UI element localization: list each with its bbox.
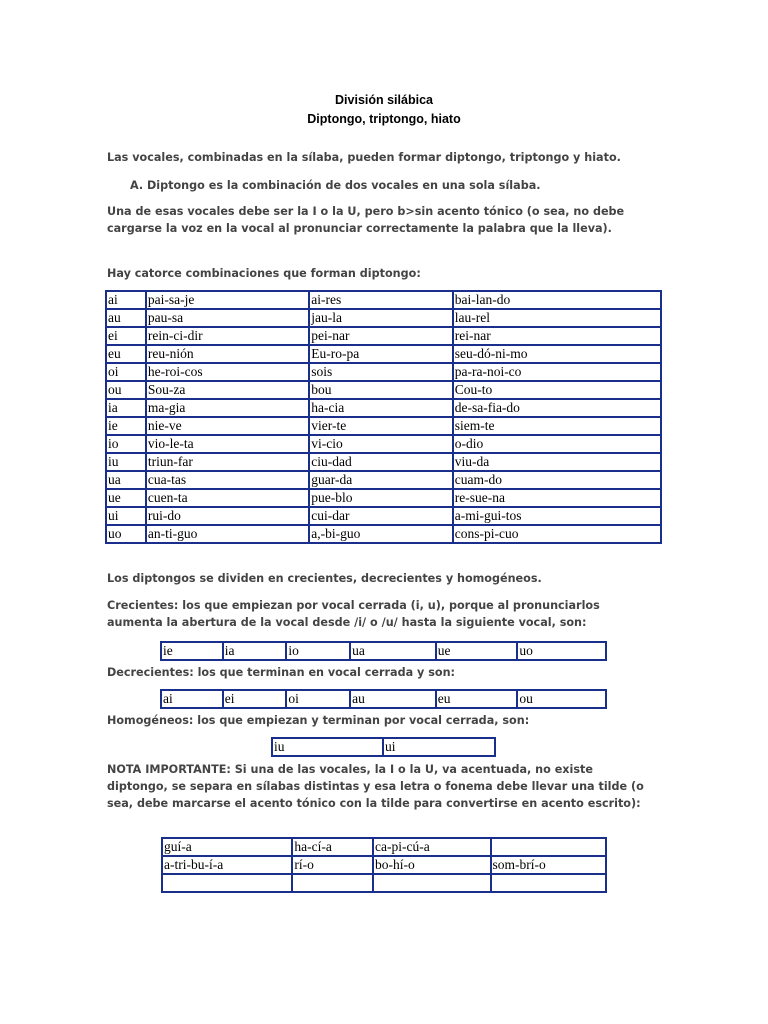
table-cell: ciu-dad (309, 453, 452, 471)
table-row (106, 381, 661, 399)
table-cell: ia (223, 642, 287, 660)
decrecientes-table (160, 689, 607, 709)
table-cell: ui (106, 507, 146, 525)
table-row (106, 345, 661, 363)
table-cell: ha-cia (309, 399, 452, 417)
table-row (106, 327, 661, 345)
table-cell: ca-pi-cú-a (373, 838, 490, 856)
count-intro-text: Hay catorce combinaciones que forman diptongo: (107, 267, 421, 280)
table-cell: ue (436, 642, 518, 660)
table-cell: pei-nar (309, 327, 452, 345)
table-cell: ie (161, 642, 223, 660)
table-cell: vi-cio (309, 435, 452, 453)
table-cell: Cou-to (453, 381, 661, 399)
table-cell: rei-nar (453, 327, 661, 345)
table-row (162, 838, 606, 856)
table-row (162, 856, 606, 874)
table-cell: pue-blo (309, 489, 452, 507)
table-cell: seu-dó-ni-mo (453, 345, 661, 363)
table-cell: he-roi-cos (146, 363, 309, 381)
table-cell: au (350, 690, 436, 708)
table-cell: rui-do (146, 507, 309, 525)
table-cell: cons-pi-cuo (453, 525, 661, 543)
table-cell: io (106, 435, 146, 453)
page-title: División silábica (335, 93, 433, 107)
table-cell: vier-te (309, 417, 452, 435)
homogeneos-table (271, 737, 496, 757)
table-cell: iu (106, 453, 146, 471)
table-row (106, 363, 661, 381)
table-row (106, 525, 661, 543)
table-cell: som-brí-o (491, 856, 607, 874)
section-a-text: A. Diptongo es la combinación de dos vocales en una sola sílaba. (130, 179, 541, 192)
table-cell: bo-hí-o (373, 856, 490, 874)
table-cell: lau-rel (453, 309, 661, 327)
table-cell: ei (106, 327, 146, 345)
table-cell: o-dio (453, 435, 661, 453)
table-cell: reu-nión (146, 345, 309, 363)
table-cell: uo (106, 525, 146, 543)
table-row (106, 309, 661, 327)
table-cell: sois (309, 363, 452, 381)
table-cell: au (106, 309, 146, 327)
table-cell: rí-o (292, 856, 373, 874)
table-row (161, 642, 606, 660)
table-cell: Sou-za (146, 381, 309, 399)
table-cell: Eu-ro-pa (309, 345, 452, 363)
diptongos-table (105, 290, 662, 544)
table-row (106, 435, 661, 453)
rule-text: Una de esas vocales debe ser la I o la U, pero b>sin acento tónico (o sea, no debe cargarse la voz en la vocal al pronunciar correctamente la palabra que la lleva). (107, 205, 625, 235)
table-row (161, 690, 606, 708)
table-cell: cua-tas (146, 471, 309, 489)
table-row (106, 489, 661, 507)
table-cell: ai (106, 291, 146, 309)
table-cell: ai-res (309, 291, 452, 309)
table-cell: a-tri-bu-í-a (162, 856, 292, 874)
page-subtitle: Diptongo, triptongo, hiato (307, 112, 461, 126)
table-cell: ui (383, 738, 495, 756)
crecientes-table (160, 641, 607, 661)
hiatos-table (161, 837, 607, 893)
table-cell: pau-sa (146, 309, 309, 327)
table-row (106, 291, 661, 309)
table-row (106, 417, 661, 435)
table-cell (491, 838, 607, 856)
table-cell: triun-far (146, 453, 309, 471)
table-cell: ua (106, 471, 146, 489)
table-cell: uo (517, 642, 606, 660)
table-cell: ou (106, 381, 146, 399)
table-cell: guí-a (162, 838, 292, 856)
table-cell: cuen-ta (146, 489, 309, 507)
table-row (272, 738, 495, 756)
table-cell: ai (161, 690, 223, 708)
table-cell: ie (106, 417, 146, 435)
table-cell: ma-gia (146, 399, 309, 417)
table-row (106, 471, 661, 489)
table-cell: re-sue-na (453, 489, 661, 507)
table-cell: pai-sa-je (146, 291, 309, 309)
table-cell: jau-la (309, 309, 452, 327)
table-cell: iu (272, 738, 383, 756)
table-cell: ua (350, 642, 436, 660)
table-cell: a,-bi-guo (309, 525, 452, 543)
table-cell: guar-da (309, 471, 452, 489)
table-cell: viu-da (453, 453, 661, 471)
division-text: Los diptongos se dividen en crecientes, decrecientes y homogéneos. (107, 572, 542, 585)
table-cell: oi (106, 363, 146, 381)
decrecientes-text: Decrecientes: los que terminan en vocal cerrada y son: (107, 666, 456, 679)
table-cell: oi (286, 690, 350, 708)
table-cell (162, 874, 292, 892)
table-cell: rein-ci-dir (146, 327, 309, 345)
table-cell (373, 874, 490, 892)
table-cell: pa-ra-noi-co (453, 363, 661, 381)
table-cell: a-mi-gui-tos (453, 507, 661, 525)
table-cell: ei (223, 690, 287, 708)
table-cell: ue (106, 489, 146, 507)
table-cell: io (286, 642, 350, 660)
table-cell: eu (436, 690, 518, 708)
table-cell: nie-ve (146, 417, 309, 435)
table-cell: eu (106, 345, 146, 363)
table-cell (292, 874, 373, 892)
table-row (106, 399, 661, 417)
homogeneos-text: Homogéneos: los que empiezan y terminan por vocal cerrada, son: (107, 714, 530, 727)
table-row (106, 507, 661, 525)
table-cell: cui-dar (309, 507, 452, 525)
table-cell: an-ti-guo (146, 525, 309, 543)
table-cell: ia (106, 399, 146, 417)
nota-importante-text: NOTA IMPORTANTE: Si una de las vocales, la I o la U, va acentuada, no existe diptongo, se separa en sílabas distintas y esa letra o fonema debe llevar una tilde (o sea, debe marcarse el acento tónico con la tilde para convertirse en acento escrito): (107, 763, 644, 810)
table-cell: siem-te (453, 417, 661, 435)
table-cell (491, 874, 607, 892)
table-cell: vio-le-ta (146, 435, 309, 453)
table-row (106, 453, 661, 471)
table-row (162, 874, 606, 892)
table-cell: cuam-do (453, 471, 661, 489)
table-cell: bou (309, 381, 452, 399)
table-cell: bai-lan-do (453, 291, 661, 309)
crecientes-text: Crecientes: los que empiezan por vocal cerrada (i, u), porque al pronunciarlos aumenta la abertura de la vocal desde /i/ o /u/ hasta la siguiente vocal, son: (107, 599, 600, 629)
table-cell: ha-cí-a (292, 838, 373, 856)
intro-text: Las vocales, combinadas en la sílaba, pueden formar diptongo, triptongo y hiato. (107, 151, 621, 164)
table-cell: de-sa-fia-do (453, 399, 661, 417)
table-cell: ou (517, 690, 606, 708)
